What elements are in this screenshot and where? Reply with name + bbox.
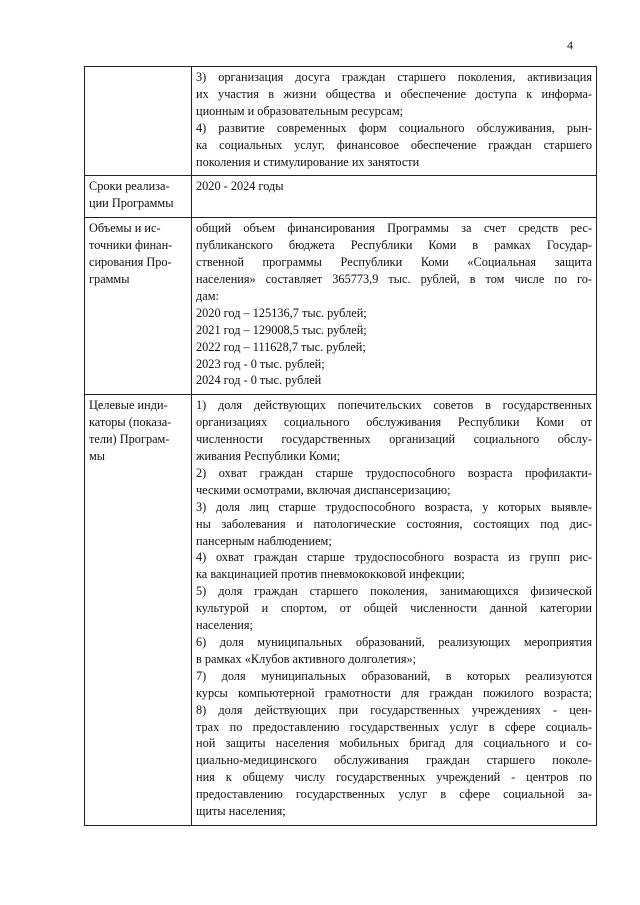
text-line: 4) развитие современных форм социального обслуживания, рын- — [196, 120, 592, 135]
label-line: мы — [89, 449, 106, 464]
program-passport-table — [84, 66, 597, 826]
text-line: дам: — [196, 288, 219, 303]
text-line: поколения и стимулирование их занятости — [196, 154, 420, 169]
text-line: культурой и спортом, от общей численности данной категории — [196, 601, 592, 616]
text-line: ния к общему числу государственных учреждений - центров по — [196, 770, 592, 785]
table-row-indicators — [85, 395, 597, 826]
text-line: 5) доля граждан старшего поколения, занимающихся физической — [196, 584, 592, 599]
text-line: 8) доля действующих при государственных учреждениях - цен- — [196, 702, 592, 717]
text-line: публиканского бюджета Республики Коми в рамках Государ- — [196, 238, 592, 253]
text-line: 7) доля муниципальных образований, в которых реализуются — [196, 668, 592, 683]
text-line: 2023 год - 0 тыс. рублей; — [196, 356, 325, 371]
label-line: ции Программы — [89, 196, 174, 211]
row-label — [85, 67, 192, 176]
text-line: ческими осмотрами, включая диспансеризацию; — [196, 482, 451, 497]
text-line: пансерным наблюдением; — [196, 533, 332, 548]
text-line: 2024 год - 0 тыс. рублей — [196, 373, 322, 388]
text-line: населения» составляет 365773,9 тыс. рублей, в том числе по го- — [196, 271, 592, 286]
text-line: ка социальных услуг, финансовое обеспечение граждан старшего — [196, 137, 592, 152]
table-row-funding — [85, 218, 597, 395]
text-line: в рамках «Клубов активного долголетия»; — [196, 651, 417, 666]
text-line: щиты населения; — [196, 804, 286, 819]
text-line: курсы компьютерной грамотности для граждан пожилого возраста; — [196, 685, 592, 700]
text-line: численности государственных организаций социального обслу- — [196, 432, 592, 447]
text-line: ционным и образовательным ресурсам; — [196, 103, 404, 118]
text-line: организациях социального обслуживания Республики Коми от — [196, 415, 592, 430]
row-label — [85, 218, 192, 395]
row-value — [192, 218, 597, 395]
text-line: живания Республики Коми; — [196, 449, 341, 464]
row-value — [192, 395, 597, 826]
label-line: тели) Програм- — [89, 432, 170, 447]
text-line: циально-медицинского обслуживания граждан старшего поколе- — [196, 753, 592, 768]
text-line: ной защиты населения мобильных бригад для социального и со- — [196, 736, 592, 751]
label-line: Сроки реализа- — [89, 179, 170, 194]
label-line: Объемы и ис- — [89, 221, 161, 236]
text-line: 3) организация досуга граждан старшего поколения, активизация — [196, 70, 592, 84]
row-label — [85, 395, 192, 826]
row-value — [192, 176, 597, 218]
text-line: предоставлению государственных услуг в сфере социальной за- — [196, 787, 592, 802]
row-label — [85, 176, 192, 218]
text-line: их участия в жизни общества и обеспечение доступа к информа- — [196, 86, 592, 101]
text-line: трах по предоставлению государственных услуг в сфере социаль- — [196, 719, 592, 734]
text-line: 1) доля действующих попечительских советов в государственных — [196, 398, 592, 413]
text-line: 4) охват граждан старше трудоспособного возраста из групп рис- — [196, 550, 592, 565]
text-line: 2020 - 2024 годы — [196, 179, 284, 194]
label-line: Целевые инди- — [89, 398, 168, 413]
text-line: 2021 год – 129008,5 тыс. рублей; — [196, 322, 367, 337]
text-line: населения; — [196, 618, 253, 633]
row-value — [192, 67, 597, 176]
text-line: общий объем финансирования Программы за счет средств рес- — [196, 221, 592, 236]
page-number: 4 — [567, 38, 573, 52]
text-line: ны заболевания и патологические состояния, состоящих под дис- — [196, 516, 592, 531]
text-line: ственной программы Республики Коми «Социальная защита — [196, 255, 592, 270]
text-line: 6) доля муниципальных образований, реализующих мероприятия — [196, 635, 592, 649]
label-line: сирования Про- — [89, 255, 172, 270]
table-row-goals-continued — [85, 67, 597, 176]
text-line: 2) охват граждан старше трудоспособного возраста профилакти- — [196, 465, 592, 480]
label-line: граммы — [89, 271, 130, 286]
table-row-timeline — [85, 176, 597, 218]
text-line: 3) доля лиц старше трудоспособного возраста, у которых выявле- — [196, 499, 592, 514]
label-line: каторы (показа- — [89, 415, 172, 430]
text-line: ка вакцинацией против пневмококковой инфекции; — [196, 567, 465, 582]
label-line: точники финан- — [89, 238, 173, 253]
text-line: 2020 год – 125136,7 тыс. рублей; — [196, 305, 367, 320]
text-line: 2022 год – 111628,7 тыс. рублей; — [196, 339, 366, 354]
